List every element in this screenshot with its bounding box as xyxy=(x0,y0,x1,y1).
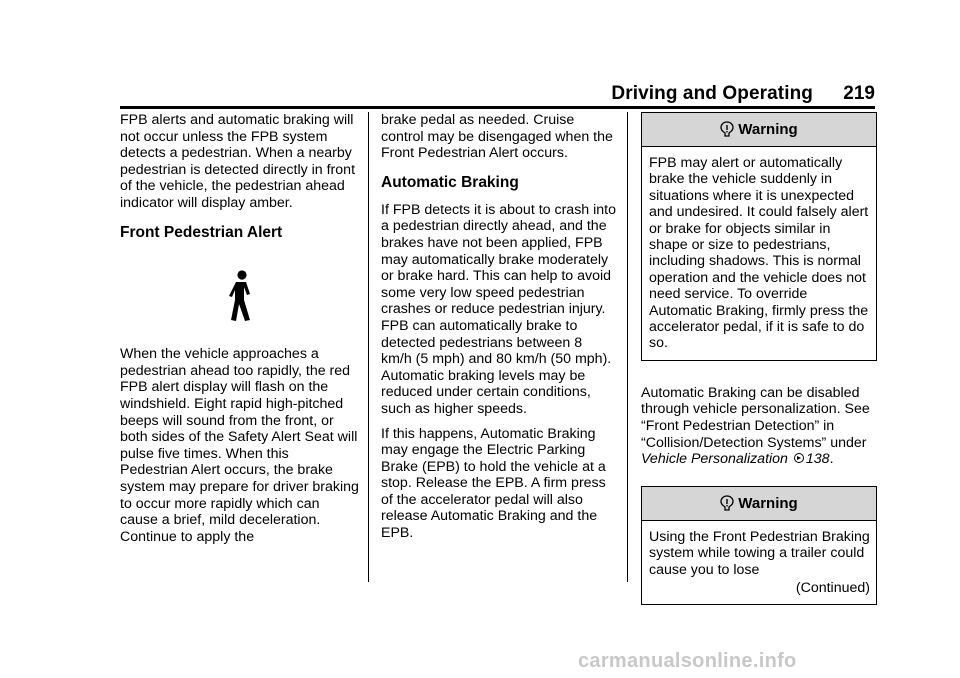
disable-paragraph xyxy=(641,385,877,468)
front-pedestrian-alert-heading: Front Pedestrian Alert xyxy=(120,223,283,241)
vehicle-personalization-reference[interactable]: Vehicle Personalization xyxy=(641,451,788,468)
pedestrian-icon-container xyxy=(120,252,360,347)
warning-header-1 xyxy=(642,113,876,147)
reference-page-number[interactable]: 138 xyxy=(805,451,830,468)
warning-box-1 xyxy=(641,112,877,361)
section-title: Driving and Operating xyxy=(611,83,813,104)
warning-body-1 xyxy=(642,147,876,360)
automatic-braking-paragraph-2: If this happens, Automatic Braking may engage the Electric Parking Brake (EPB) to hold the vehicle at a stop. Release the EPB. A firm press of the accelerator pedal will also release Automatic Braking and the EPB. xyxy=(381,425,606,542)
paragraph-end: . xyxy=(829,451,834,468)
continued-paragraph: brake pedal as needed. Cruise control may be disengaged when the Front Pedestrian Alert occurs. xyxy=(381,112,613,162)
intro-paragraph: FPB alerts and automatic braking will not occur unless the FPB system detects a pedestrian. When a nearby pedestrian is detected directly in front of the vehicle, the pedestrian ahead indicator will display amber. xyxy=(120,112,356,211)
page-number: 219 xyxy=(843,83,875,104)
pedestrian-alert-paragraph: When the vehicle approaches a pedestrian ahead too rapidly, the red FPB alert display will flash on the windshield. Eight rapid high-pitched beeps will sound from the front, or both sides of the Safety Alert Seat will pulse five times. When this Pedestrian Alert occurs, the brake system may prepare for driver braking to occur more rapidly which can cause a brief, mild deceleration. Continue to apply the xyxy=(120,346,359,545)
column-3 xyxy=(641,112,877,605)
pedestrian-icon xyxy=(223,270,257,322)
warning-text-2: Using the Front Pedestrian Braking system while towing a trailer could cause you to lose xyxy=(649,528,870,578)
disable-paragraph-text: Automatic Braking can be disabled through vehicle personalization. See “Front Pedestrian Detection” in “Collision/Detection Systems” under xyxy=(641,384,870,451)
column-divider-1 xyxy=(368,112,369,582)
warning-symbol-icon xyxy=(720,495,734,511)
warning-box-2 xyxy=(641,486,877,606)
page-header xyxy=(120,80,875,109)
column-1 xyxy=(120,112,360,553)
watermark: carmanualsonline.info xyxy=(578,650,797,672)
warning-body-2 xyxy=(642,521,876,605)
automatic-braking-heading: Automatic Braking xyxy=(381,173,519,191)
automatic-braking-paragraph-1: If FPB detects it is about to crash into a pedestrian directly ahead, and the brakes have not been applied, FPB may automatically brake moderately or brake hard. This can help to avoid some very low speed pedestrian crashes or reduce pedestrian injury. FPB can automatically brake to detected pedestrians between 8 km/h (5 mph) and 80 km/h (50 mph). Automatic braking levels may be reduced under certain conditions, such as higher speeds. xyxy=(381,201,616,417)
page-reference-icon xyxy=(794,453,804,463)
warning-title-2: Warning xyxy=(738,494,798,512)
warning-title-1: Warning xyxy=(738,121,798,138)
warning-text-1: FPB may alert or automatically brake the vehicle suddenly in situations where it is unexpected and undesired. It could falsely alert or brake for objects similar in shape or size to pedestrians, including shadows. This is normal operation and the vehicle does not need service. To override Automatic Braking, firmly press the accelerator pedal, if it is safe to do so. xyxy=(649,155,869,352)
column-2 xyxy=(381,112,616,550)
continued-label: (Continued) xyxy=(795,580,870,597)
warning-symbol-icon xyxy=(720,121,734,137)
warning-header-2 xyxy=(642,487,876,521)
column-divider-2 xyxy=(627,112,628,582)
